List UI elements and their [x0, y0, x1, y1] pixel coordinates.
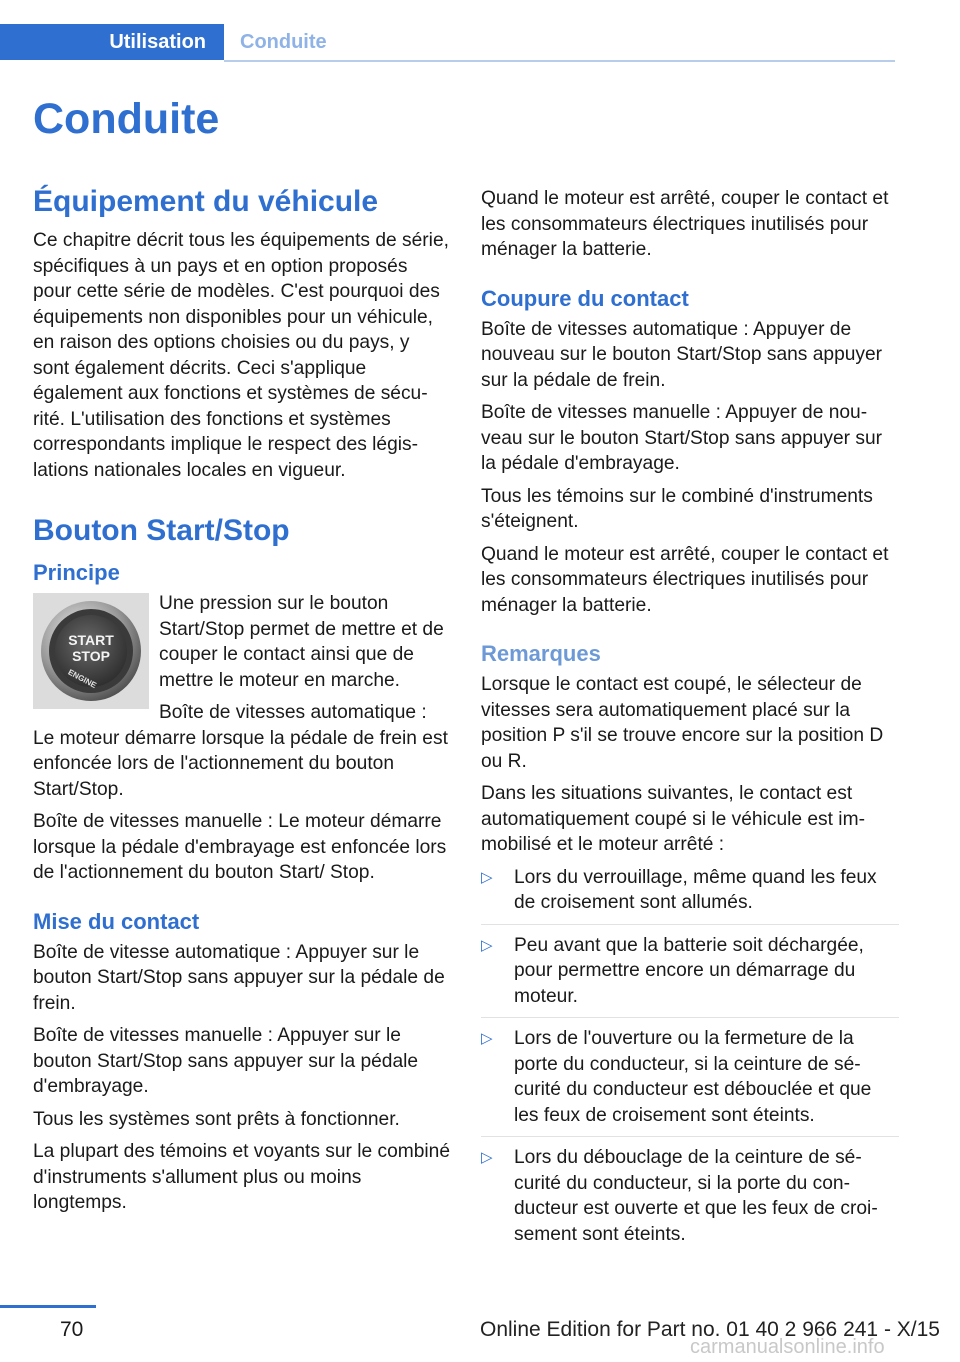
- remarks-heading: Remarques: [481, 641, 601, 666]
- cutoff-paragraph-1: Boîte de vitesses automatique : Appuyer de nouveau sur le bouton Start/Stop sans appuyer sur la pédale de frein.: [481, 318, 883, 391]
- edition-footer: Online Edition for Part no. 01 40 2 966 241 - X/15: [480, 1318, 940, 1341]
- footer-rule: [0, 1305, 96, 1308]
- principle-paragraph-1: Une pression sur le bouton Start/Stop permet de mettre et de couper le contact ainsi que de mettre le moteur en marche.: [159, 593, 444, 691]
- header-rule: [224, 60, 895, 62]
- ignition-paragraph-1: Boîte de vitesse automatique : Appuyer sur le bouton Start/Stop sans appuyer sur la pédale de frein.: [33, 941, 445, 1014]
- triangle-bullet-icon: ▷: [481, 1030, 493, 1047]
- right-intro-paragraph: Quand le moteur est arrêté, couper le contact et les consommateurs électriques inutilisés pour ménager la batterie.: [481, 188, 889, 260]
- button-label-start: START: [68, 632, 114, 648]
- list-item-text: Lors de l'ouverture ou la fermeture de la porte du conducteur, si la ceinture de sécurité du conducteur est débouclée et que les feux de croisement sont éteints.: [514, 1028, 872, 1126]
- start-stop-button-icon: [39, 599, 143, 703]
- cutoff-heading: Coupure du contact: [481, 285, 689, 311]
- ignition-heading: Mise du contact: [33, 908, 200, 934]
- list-item-text: Lors du verrouillage, même quand les feux de croisement sont allumés.: [514, 866, 877, 913]
- start-stop-button-image: [33, 593, 149, 709]
- tab-conduite[interactable]: Conduite: [240, 30, 327, 53]
- page-number: 70: [60, 1318, 84, 1341]
- equipment-heading: Équipement du véhicule: [33, 185, 379, 218]
- cutoff-paragraph-3: Tous les témoins sur le combiné d'instruments s'éteignent.: [481, 485, 873, 532]
- remarks-paragraph-2: Dans les situations suivantes, le contact est automatiquement coupé si le véhicule est immobilisé et le moteur arrêté :: [481, 783, 865, 855]
- list-item-text: Lors du débouclage de la ceinture de sécurité du conducteur, si la porte du conducteur est ouverte et que les feux de croisement sont éteints.: [514, 1147, 878, 1245]
- page-title: Conduite: [33, 95, 220, 143]
- page-header: [0, 24, 895, 62]
- list-item: [481, 865, 899, 925]
- ignition-paragraph-3: Tous les systèmes sont prêts à fonctionner.: [33, 1108, 400, 1130]
- cutoff-paragraph-2: Boîte de vitesses manuelle : Appuyer de nouveau sur le bouton Start/Stop sans appuyer sur la pédale d'embrayage.: [481, 402, 883, 474]
- principle-heading: Principe: [33, 560, 120, 585]
- triangle-bullet-icon: ▷: [481, 936, 493, 954]
- equipment-paragraph: Ce chapitre décrit tous les équipements de série, spécifiques à un pays et en option proposés pour cette série de modèles. C'est pourquoi des équipements non disponibles pour un véhicule, en raison des options choisies ou du pays, y sont également décrits. Ceci s'applique également aux fonctions et systèmes de sécurité. L'utilisation des fonctions et systèmes correspondants implique le respect des législations nationales locales en vigueur.: [33, 230, 449, 481]
- list-item: [481, 933, 899, 1019]
- tab-utilisation[interactable]: Utilisation: [0, 24, 224, 60]
- principle-block: [33, 591, 451, 809]
- triangle-bullet-icon: ▷: [481, 868, 493, 886]
- list-item: [481, 1026, 899, 1137]
- button-label-engine: ENGINE: [66, 667, 98, 690]
- start-stop-heading: Bouton Start/Stop: [33, 514, 290, 547]
- principle-paragraph-3: Boîte de vitesses manuelle : Le moteur démarre lorsque la pédale d'embrayage est enfoncée lors de l'actionnement du bouton Start/ Stop.: [33, 811, 447, 883]
- principle-paragraph-2: Boîte de vitesses automatique : Le moteur démarre lorsque la pédale de frein est enfoncée lors de l'actionnement du bouton Start/Stop.: [33, 702, 448, 800]
- right-column: [481, 186, 899, 1263]
- list-item-text: Peu avant que la batterie soit déchargée, pour permettre encore un démarrage du moteur.: [514, 934, 864, 1007]
- watermark: carmanualsonline.info: [690, 1336, 885, 1358]
- remarks-paragraph-1: Lorsque le contact est coupé, le sélecteur de vitesses sera automatiquement placé sur la position P s'il se trouve encore sur la position D ou R.: [481, 674, 884, 772]
- button-label-stop: STOP: [72, 648, 110, 664]
- left-column: [33, 184, 451, 1223]
- cutoff-paragraph-4: Quand le moteur est arrêté, couper le contact et les consommateurs électriques inutilisés pour ménager la batterie.: [481, 543, 889, 616]
- triangle-bullet-icon: ▷: [481, 1149, 493, 1166]
- ignition-paragraph-4: La plupart des témoins et voyants sur le combiné d'instruments s'allument plus ou moins longtemps.: [33, 1141, 451, 1213]
- remarks-bullet-list: [481, 865, 899, 1256]
- list-item: [481, 1145, 899, 1255]
- ignition-paragraph-2: Boîte de vitesses manuelle : Appuyer sur le bouton Start/Stop sans appuyer sur la pédale d'embrayage.: [33, 1025, 419, 1097]
